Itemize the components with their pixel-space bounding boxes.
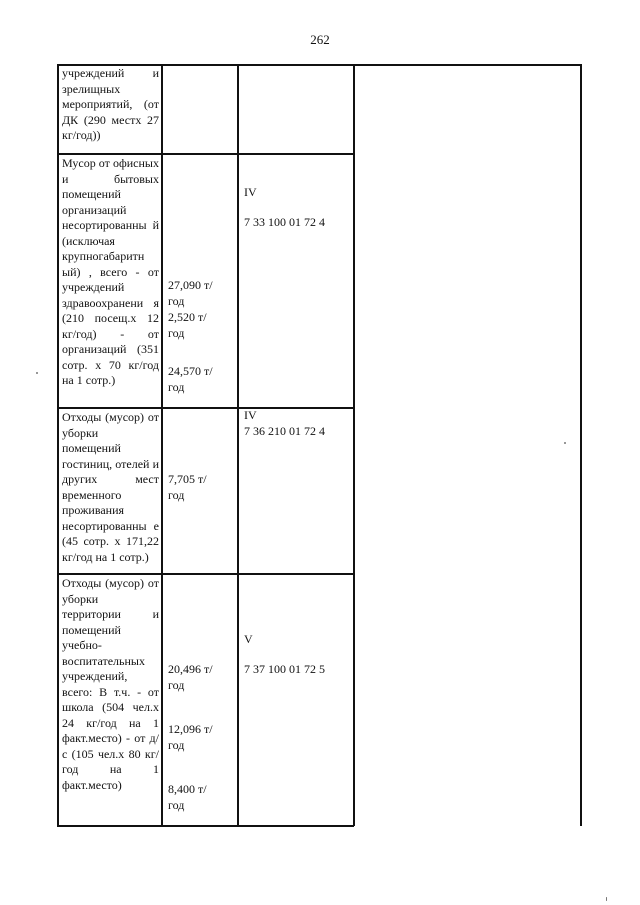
scan-speck <box>606 897 607 901</box>
waste-quantity: 12,096 т/год <box>168 722 213 752</box>
waste-quantity: 7,705 т/год <box>168 472 207 502</box>
column-divider-3 <box>353 64 355 826</box>
hazard-class: IV <box>244 408 257 422</box>
waste-quantity: 2,520 т/год <box>168 310 207 340</box>
scan-speck <box>564 442 566 444</box>
waste-quantity: 24,570 т/год <box>168 364 213 394</box>
waste-quantity: 8,400 т/год <box>168 782 207 812</box>
waste-quantity: 27,090 т/год <box>168 278 213 308</box>
waste-description: Отходы (мусор) от уборки помещений гостиниц, отелей и других мест временного проживания несортированны е (45 сотр. х 171,22 кг/год на 1 сотр.) <box>62 410 159 564</box>
table-border-left <box>57 64 59 826</box>
row-divider-1 <box>57 153 354 155</box>
row-divider-3 <box>57 573 354 575</box>
fkko-code: 7 37 100 01 72 5 <box>244 662 325 676</box>
waste-quantity: 20,496 т/год <box>168 662 213 692</box>
fkko-code: 7 36 210 01 72 4 <box>244 424 325 438</box>
waste-description: учреждений и зрелищных мероприятий, (от ДК (290 местх 27 кг/год)) <box>62 66 159 142</box>
hazard-class: IV <box>244 185 257 199</box>
column-divider-2 <box>237 64 239 826</box>
scan-speck <box>36 372 38 374</box>
waste-description: Мусор от офисных и бытовых помещений организаций несортированны й (исключая крупногабаритн ый) , всего - от учреждений здравоохранени я (210 посещ.х 12 кг/год) - от организаций (351 сотр. х 70 кг/год на 1 сотр.) <box>62 156 159 387</box>
fkko-code: 7 33 100 01 72 4 <box>244 215 325 229</box>
table-border-right <box>580 64 582 826</box>
column-divider-1 <box>161 64 163 826</box>
waste-description: Отходы (мусор) от уборки территории и помещений учебно-воспитательных учреждений, всего: В т.ч. - от школа (504 чел.х 24 кг/год на 1 факт.место) - от д/с (105 чел.х 80 кг/год на 1 факт.место) <box>62 576 159 792</box>
table-border-bottom <box>57 825 354 827</box>
page-number: 262 <box>310 32 330 47</box>
hazard-class: V <box>244 632 253 646</box>
